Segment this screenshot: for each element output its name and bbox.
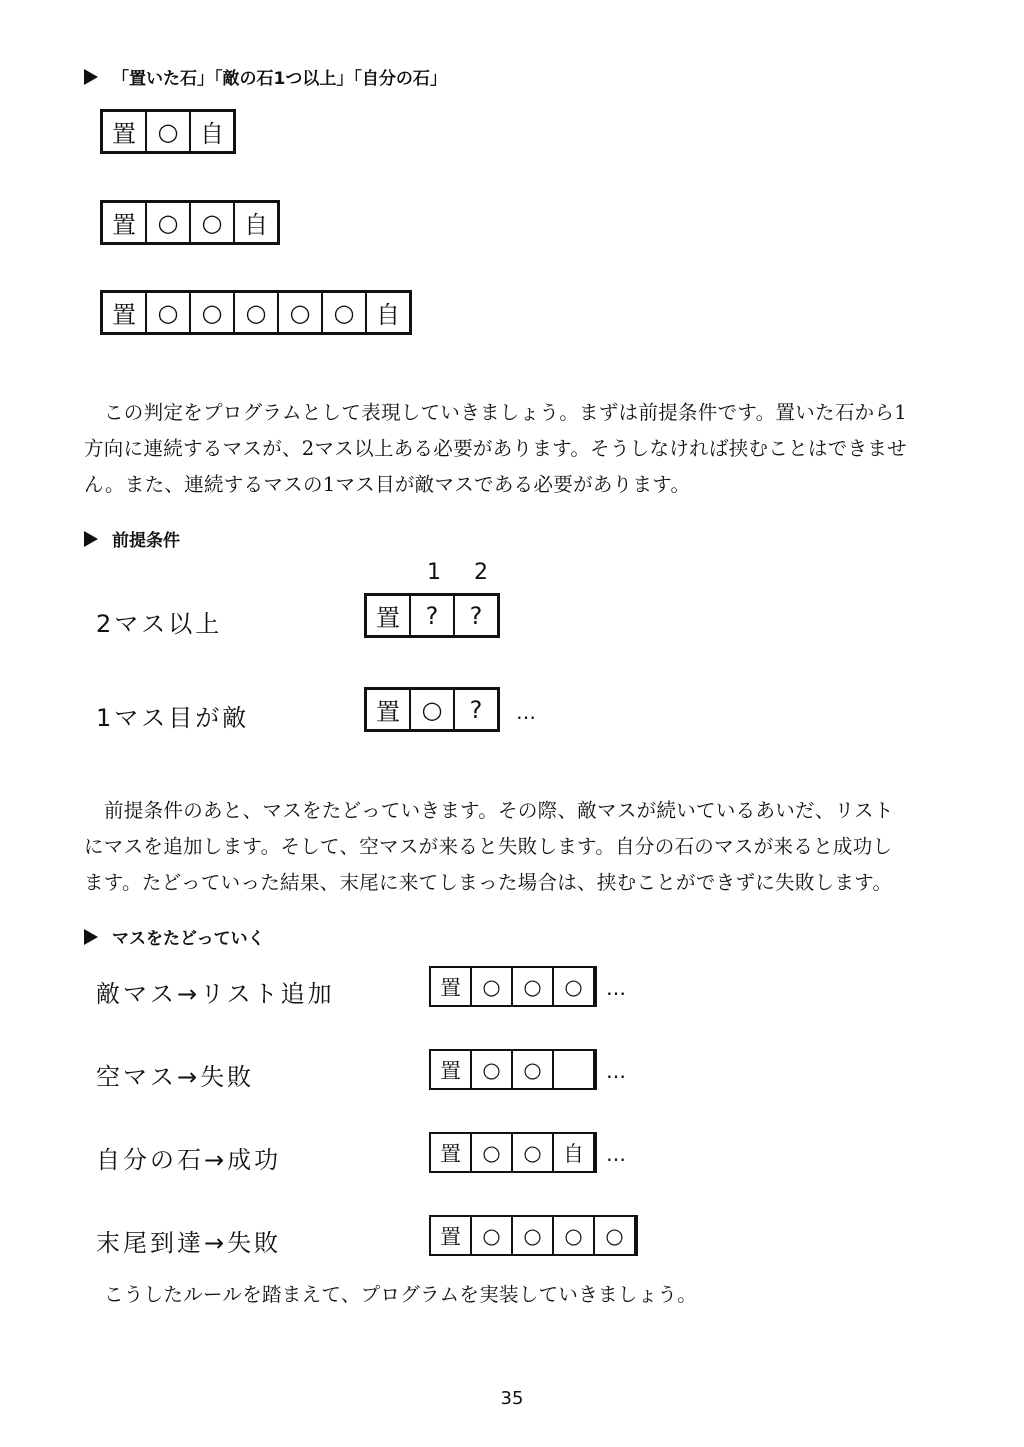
cell-row — [364, 593, 500, 638]
paragraph-line: この判定をプログラムとして表現していきましょう。まずは前提条件です。置いた石から1 — [104, 401, 907, 424]
traverse-diagram-1 — [429, 966, 597, 1007]
board-cell: ○ — [472, 1217, 513, 1254]
traverse-diagram-2 — [429, 1049, 597, 1090]
section-heading-stone-pattern — [84, 64, 447, 89]
board-cell: ○ — [595, 1217, 636, 1254]
precondition-label: 1マス目が敵 — [96, 704, 250, 732]
board-cell: 置 — [367, 596, 411, 635]
traverse-label: 空マス→失敗 — [96, 1063, 255, 1091]
heading-text: 「置いた石」「敵の石1つ以上」「自分の石」 — [112, 69, 447, 89]
board-cell: ○ — [513, 968, 554, 1005]
board-cell: 置 — [103, 112, 147, 151]
page-number: 35 — [500, 1388, 524, 1409]
ellipsis: … — [606, 1142, 627, 1166]
board-cell: 置 — [103, 203, 147, 242]
board-cell: ○ — [472, 968, 513, 1005]
triangle-bullet-icon — [84, 69, 98, 85]
board-cell: ○ — [513, 1051, 554, 1088]
board-cell-empty — [554, 1051, 595, 1088]
heading-text: 前提条件 — [112, 531, 180, 551]
board-cell: ○ — [235, 293, 279, 332]
board-cell: ? — [469, 695, 483, 724]
board-cell: 自 — [200, 120, 224, 148]
board-cell: 自 — [244, 211, 268, 239]
ellipsis: … — [516, 700, 537, 724]
body-paragraph-2 — [84, 793, 944, 901]
cell-row — [100, 290, 412, 335]
board-cell: ○ — [554, 968, 595, 1005]
triangle-bullet-icon — [84, 929, 98, 945]
traverse-label: 敵マス→リスト追加 — [96, 980, 335, 1008]
cell-row — [364, 687, 500, 732]
board-cell: 置 — [431, 968, 472, 1005]
board-cell: 置 — [431, 1217, 472, 1254]
section-heading-preconditions — [84, 526, 180, 551]
pattern-diagram-2 — [100, 200, 280, 245]
board-cell: ○ — [472, 1051, 513, 1088]
board-cell: ○ — [554, 1217, 595, 1254]
board-cell: ○ — [191, 203, 235, 242]
paragraph-line: にマスを追加します。そして、空マスが来ると失敗します。自分の石のマスが来ると成功し — [84, 835, 893, 858]
board-cell: ○ — [279, 293, 323, 332]
paragraph-line: 方向に連続するマスが、2マス以上ある必要があります。そうしなければ挟むことはできませ — [84, 437, 907, 460]
ellipsis: … — [606, 976, 627, 1000]
board-cell: ○ — [147, 293, 191, 332]
board-cell: ? — [411, 596, 455, 635]
board-cell: ○ — [513, 1134, 554, 1171]
board-cell: ○ — [191, 293, 235, 332]
column-number: 1 — [427, 560, 441, 585]
traverse-diagram-4 — [429, 1215, 638, 1256]
triangle-bullet-icon — [84, 531, 98, 547]
board-cell: 置 — [103, 293, 147, 332]
traverse-label: 自分の石→成功 — [96, 1146, 282, 1174]
paragraph-line: ます。たどっていった結果、末尾に来てしまった場合は、挟むことができずに失敗します。 — [84, 871, 893, 894]
cell-row — [429, 1132, 597, 1173]
precondition-label: 2マス以上 — [96, 610, 223, 638]
section-heading-traverse — [84, 924, 265, 949]
precondition-diagram-1 — [364, 593, 500, 638]
board-cell: ○ — [472, 1134, 513, 1171]
pattern-diagram-1 — [100, 109, 236, 154]
board-cell: ○ — [323, 293, 367, 332]
ellipsis: … — [606, 1059, 627, 1083]
column-number: 2 — [474, 560, 488, 585]
heading-text: マスをたどっていく — [112, 929, 265, 949]
board-cell: 自 — [376, 301, 400, 329]
board-cell: ○ — [147, 203, 191, 242]
body-paragraph-1 — [84, 395, 944, 503]
board-cell: ? — [469, 601, 483, 630]
body-paragraph-3: こうしたルールを踏まえて、プログラムを実装していきましょう。 — [104, 1283, 698, 1306]
pattern-diagram-3 — [100, 290, 412, 335]
cell-row — [429, 1215, 638, 1256]
board-cell: ○ — [513, 1217, 554, 1254]
cell-row — [429, 966, 597, 1007]
board-cell: ○ — [411, 690, 455, 729]
paragraph-line: ん。また、連続するマスの1マス目が敵マスである必要があります。 — [84, 473, 691, 496]
traverse-label: 末尾到達→失敗 — [96, 1229, 282, 1257]
traverse-diagram-3 — [429, 1132, 597, 1173]
board-cell: 置 — [431, 1134, 472, 1171]
cell-row — [100, 109, 236, 154]
board-cell: 自 — [554, 1134, 595, 1171]
board-cell: ○ — [147, 112, 191, 151]
board-cell: 置 — [431, 1051, 472, 1088]
cell-row — [429, 1049, 597, 1090]
paragraph-line: 前提条件のあと、マスをたどっていきます。その際、敵マスが続いているあいだ、リスト — [104, 799, 894, 822]
board-cell: 置 — [367, 690, 411, 729]
cell-row — [100, 200, 280, 245]
precondition-diagram-2 — [364, 687, 500, 732]
